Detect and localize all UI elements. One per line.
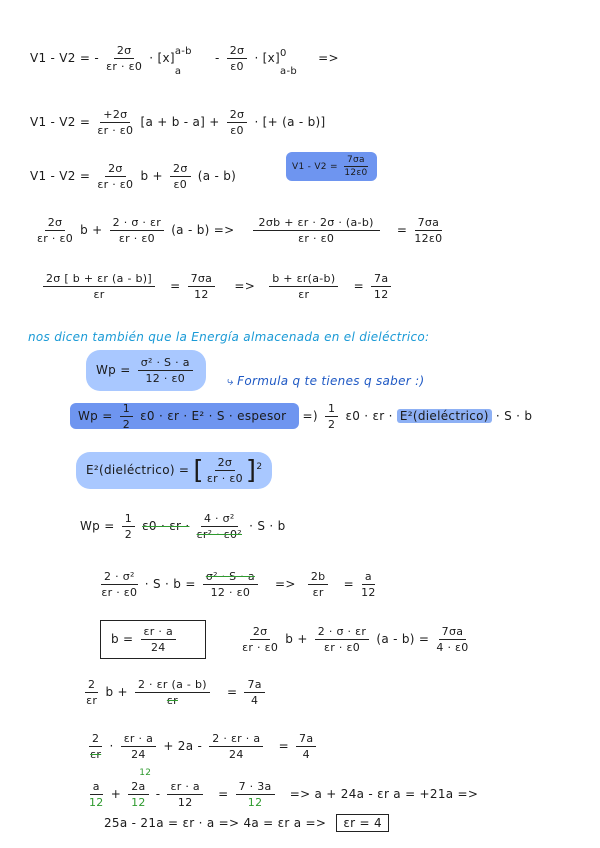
- eq-line-11: [104, 816, 389, 830]
- eq4-frac-2: [110, 216, 164, 245]
- eq1-frac-2: [227, 44, 248, 73]
- eq9-frac-1: [89, 732, 102, 761]
- eq4-mid: (a - b) =>: [171, 223, 235, 237]
- eq7-num-1: 2σ: [250, 625, 271, 640]
- wp1-frac: [138, 356, 193, 385]
- eq1-sub-1: a: [174, 66, 182, 77]
- eq2-lhs: V1 - V2 =: [30, 115, 91, 129]
- eq3-tail: (a - b): [197, 169, 237, 183]
- eq3-highlight: [286, 152, 377, 181]
- wp2-efield-highlight: E²(dieléctrico): [397, 409, 492, 423]
- eq5-frac-1: [43, 272, 155, 301]
- wp2-body-2: ε0 · εr ·: [345, 409, 393, 423]
- eq2-den-1: εr · ε0: [97, 124, 134, 137]
- eq8-den-2: εr: [166, 694, 178, 707]
- eq9-num-3: 2 · εr · a: [209, 732, 263, 747]
- eq6-frac-2: [203, 570, 258, 599]
- eq5-den-2: 12: [194, 288, 209, 301]
- eq1-sub-2: a-b: [280, 66, 298, 77]
- b-result-frac: [141, 625, 177, 654]
- eq9-mid: ·: [109, 739, 114, 753]
- eq5-implies: =>: [234, 279, 256, 293]
- eq4-num-1: 2σ: [45, 216, 66, 231]
- eq10-num-1: a: [90, 780, 103, 795]
- eq-line-2: [30, 108, 326, 137]
- eq6-implies: =>: [275, 577, 296, 591]
- eq5-frac-2: [188, 272, 216, 301]
- eq11-text: 25a - 21a = εr · a => 4a = εr a =>: [104, 816, 327, 830]
- eq8-num-1: 2: [85, 678, 98, 693]
- eq3-hl-den: 12ε0: [344, 168, 368, 178]
- eq9-den-4: 4: [302, 748, 310, 761]
- eq10-num-4: 7 · 3a: [236, 780, 275, 795]
- eq2-bracket-1: [a + b - a]: [140, 115, 206, 129]
- eq-line-8: [82, 678, 268, 707]
- eq4-equals: =: [396, 223, 408, 237]
- wp2-highlight: [70, 403, 299, 429]
- eq1-den-2: ε0: [230, 60, 244, 73]
- eq8-plus: b +: [105, 685, 128, 699]
- wp-formula-3: [80, 512, 286, 541]
- eq10-den-1: 12: [89, 796, 104, 809]
- e2-close-bracket: ]: [245, 455, 257, 486]
- eq3-frac-2: [170, 162, 191, 191]
- eq8-frac-3: [244, 678, 264, 707]
- eq10-num-3: εr · a: [167, 780, 203, 795]
- eq2-frac-2: [227, 108, 248, 137]
- e2-lhs: E²(dieléctrico) =: [86, 463, 190, 477]
- wp3-mid: ε0 · εr ·: [142, 519, 190, 533]
- eq5-num-1: 2σ [ b + εr (a - b)]: [43, 272, 155, 287]
- eq1-lhs: V1 - V2 =: [30, 51, 91, 65]
- eq3-lhs: V1 - V2 =: [30, 169, 91, 183]
- eq4-num-3: 2σb + εr · 2σ · (a-b): [253, 216, 380, 231]
- eq1-frac-1: [106, 44, 142, 73]
- eq10-rest: => a + 24a - εr a = +21a =>: [289, 787, 479, 801]
- wp3-den-2: εr² · ε0²: [196, 528, 242, 541]
- eq10-den-4: 12: [247, 796, 263, 809]
- eq6-den-4: 12: [361, 586, 376, 599]
- eq3-num-1: 2σ: [105, 162, 126, 177]
- b-result-lhs: b =: [111, 632, 134, 646]
- eq9-den-3: 24: [229, 748, 244, 761]
- eq3-hl-num: 7σa: [344, 155, 368, 167]
- formula-note-text: Formula q te tienes q saber :): [237, 374, 425, 388]
- eq5-num-2: 7σa: [188, 272, 216, 287]
- eq5-den-4: 12: [373, 288, 389, 301]
- eq7-den-3: 4 · ε0: [436, 641, 469, 654]
- eq7-mid: (a - b) =: [376, 632, 430, 646]
- eq1-num-2: 2σ: [227, 44, 248, 59]
- eq5-num-4: 7a: [371, 272, 391, 287]
- eq9-frac-4: [296, 732, 316, 761]
- eq7-den-1: εr · ε0: [242, 641, 279, 654]
- eq3-hl-lhs: V1 - V2 =: [292, 162, 338, 172]
- energy-note: nos dicen también que la Energía almacenada en el dieléctrico:: [28, 330, 430, 344]
- eq8-den-1: εr: [86, 694, 98, 707]
- eq1-minus: -: [214, 51, 220, 65]
- eq2-den-2: ε0: [230, 124, 244, 137]
- eq6-mid: · S · b =: [144, 577, 196, 591]
- wp2-lhs: Wp =: [78, 409, 113, 423]
- eq6-num-2: σ² · S · a: [203, 570, 258, 585]
- arrow-icon: ⤷: [226, 374, 234, 388]
- eq9-num-2: εr · a: [121, 732, 157, 747]
- eq9-equals: =: [278, 739, 289, 753]
- wp3-den-1: 2: [124, 528, 132, 541]
- eq10-minus: -: [155, 787, 161, 801]
- eq4-num-2: 2 · σ · εr: [110, 216, 164, 231]
- eq6-frac-3: [308, 570, 329, 599]
- eq7-num-2: 2 · σ · εr: [315, 625, 369, 640]
- e2-num: 2σ: [215, 456, 236, 471]
- eq2-plus: +: [209, 115, 220, 129]
- eq5-num-3: b + εr(a-b): [269, 272, 338, 287]
- eq5-equals-2: =: [353, 279, 364, 293]
- eq8-frac-1: [85, 678, 98, 707]
- eq10-den-2: 12: [131, 796, 146, 809]
- efield-squared: [76, 452, 272, 489]
- eq6-num-3: 2b: [308, 570, 329, 585]
- eq3-den-2: ε0: [173, 178, 188, 191]
- eq5-den-3: εr: [298, 288, 310, 301]
- wp2-den: 2: [122, 418, 130, 431]
- b-result-num: εr · a: [141, 625, 177, 640]
- eq6-frac-1: [101, 570, 138, 599]
- e2-den: εr · ε0: [206, 472, 243, 485]
- b-result-box: [100, 620, 206, 659]
- eq6-equals: =: [343, 577, 354, 591]
- eq4-den-3: εr · ε0: [298, 232, 335, 245]
- eq-line-5: [40, 272, 394, 301]
- eq9-den-2: 24: [131, 748, 146, 761]
- eq3-plus: +: [152, 169, 163, 183]
- formula-note: [226, 374, 424, 389]
- eq7-plus: b +: [285, 632, 308, 646]
- eq1-sup-1: a-b: [174, 46, 192, 57]
- eq-line-6: [98, 570, 379, 599]
- eq1-implies: =>: [318, 51, 339, 65]
- eq4-den-4: 12ε0: [414, 232, 443, 245]
- eq4-frac-4: [414, 216, 442, 245]
- eq1-sup-2: 0: [280, 48, 287, 59]
- eq3-den-1: εr · ε0: [97, 178, 134, 191]
- eq7-den-2: εr · ε0: [324, 641, 361, 654]
- eq5-frac-4: [371, 272, 391, 301]
- eq3-num-2: 2σ: [170, 162, 191, 177]
- eq10-frac-3: [167, 780, 203, 809]
- wp1-num: σ² · S · a: [138, 356, 193, 371]
- eq3-b: b: [140, 169, 149, 183]
- wp2-implies: =): [302, 409, 318, 423]
- eq8-den-3: 4: [251, 694, 259, 707]
- eq10-den-3: 12: [177, 796, 193, 809]
- eq9-den-1: εr: [90, 748, 102, 761]
- eq9-frac-2: [121, 732, 157, 761]
- eq4-den-2: εr · ε0: [118, 232, 155, 245]
- wp2-body: ε0 · εr · E² · S · espesor: [140, 409, 287, 423]
- eq-line-9: [86, 732, 319, 761]
- e2-open-bracket: [: [193, 455, 204, 486]
- wp2-num-2: 1: [325, 402, 338, 417]
- eq6-num-4: a: [362, 570, 375, 585]
- eq5-equals: =: [170, 279, 181, 293]
- wp2-frac-2: [325, 402, 338, 431]
- wp3-tail: · S · b: [249, 519, 286, 533]
- wp1-lhs: Wp =: [96, 363, 131, 377]
- eq10-frac-2: [128, 780, 148, 809]
- eq10-green-12: 12: [139, 768, 152, 778]
- eq4-den-1: εr · ε0: [37, 232, 74, 245]
- wp-formula-1: [86, 350, 206, 391]
- eq-line-4: [34, 216, 445, 245]
- e2-frac: [207, 456, 243, 485]
- eq6-den-2: 12 · ε0: [210, 586, 251, 599]
- eq8-num-2: 2 · εr (a - b): [135, 678, 210, 693]
- eq10-frac-4: [236, 780, 275, 809]
- wp-formula-2: [70, 402, 532, 431]
- eq4-frac-1: [37, 216, 73, 245]
- eq3-frac-1: [97, 162, 133, 191]
- eq2-frac-1: [97, 108, 133, 137]
- eq4-frac-3: [253, 216, 380, 245]
- eq6-den-1: εr · ε0: [101, 586, 138, 599]
- wp1-den: 12 · ε0: [145, 372, 185, 385]
- eq7-frac-3: [436, 625, 468, 654]
- eq2-num-1: +2σ: [100, 108, 130, 123]
- eq2-bracket-2: · [+ (a - b)]: [254, 115, 326, 129]
- eq10-frac-1: [89, 780, 104, 809]
- eq1-bracket-1: · [x]: [149, 51, 175, 65]
- eq5-den-1: εr: [93, 288, 105, 301]
- wp3-num-2: 4 · σ²: [201, 512, 238, 527]
- eq8-frac-2: [135, 678, 210, 707]
- wp3-lhs: Wp =: [80, 519, 115, 533]
- wp2-frac: [120, 402, 133, 431]
- eq4-b: b +: [80, 223, 103, 237]
- wp3-frac-1: [122, 512, 135, 541]
- eq-line-10: [86, 768, 479, 809]
- eq10-plus: +: [110, 787, 122, 801]
- eq1-num-1: 2σ: [114, 44, 135, 59]
- eq6-num-1: 2 · σ²: [101, 570, 138, 585]
- eq4-num-4: 7σa: [415, 216, 443, 231]
- wp2-num: 1: [120, 402, 133, 417]
- final-result-box: εr = 4: [336, 814, 389, 832]
- eq7-frac-1: [242, 625, 278, 654]
- eq6-frac-4: [361, 570, 376, 599]
- eq9-num-4: 7a: [296, 732, 316, 747]
- eq9-plus: + 2a -: [163, 739, 203, 753]
- eq10-frac-2-wrap: [125, 768, 152, 809]
- wp2-tail: · S · b: [495, 409, 533, 423]
- eq2-num-2: 2σ: [227, 108, 248, 123]
- wp3-frac-2: [197, 512, 242, 541]
- eq3-hl-frac: [344, 155, 368, 178]
- eq-line-7: [100, 620, 472, 659]
- e2-power: 2: [256, 462, 263, 472]
- eq1-sign: -: [94, 51, 99, 65]
- eq10-num-2: 2a: [128, 780, 148, 795]
- eq9-num-1: 2: [89, 732, 102, 747]
- eq7-num-3: 7σa: [439, 625, 467, 640]
- b-result-den: 24: [150, 641, 166, 654]
- eq10-equals: =: [218, 787, 229, 801]
- wp3-num-1: 1: [122, 512, 135, 527]
- eq9-frac-3: [209, 732, 263, 761]
- eq1-bracket-2: · [x]: [254, 51, 281, 65]
- eq7-frac-2: [315, 625, 369, 654]
- eq-line-1: [30, 44, 339, 77]
- wp2-den-2: 2: [328, 418, 336, 431]
- eq6-den-3: εr: [312, 586, 324, 599]
- eq5-frac-3: [269, 272, 338, 301]
- eq-line-3: [30, 162, 236, 191]
- eq8-num-3: 7a: [244, 678, 264, 693]
- eq8-equals: =: [227, 685, 238, 699]
- eq1-den-1: εr · ε0: [106, 60, 143, 73]
